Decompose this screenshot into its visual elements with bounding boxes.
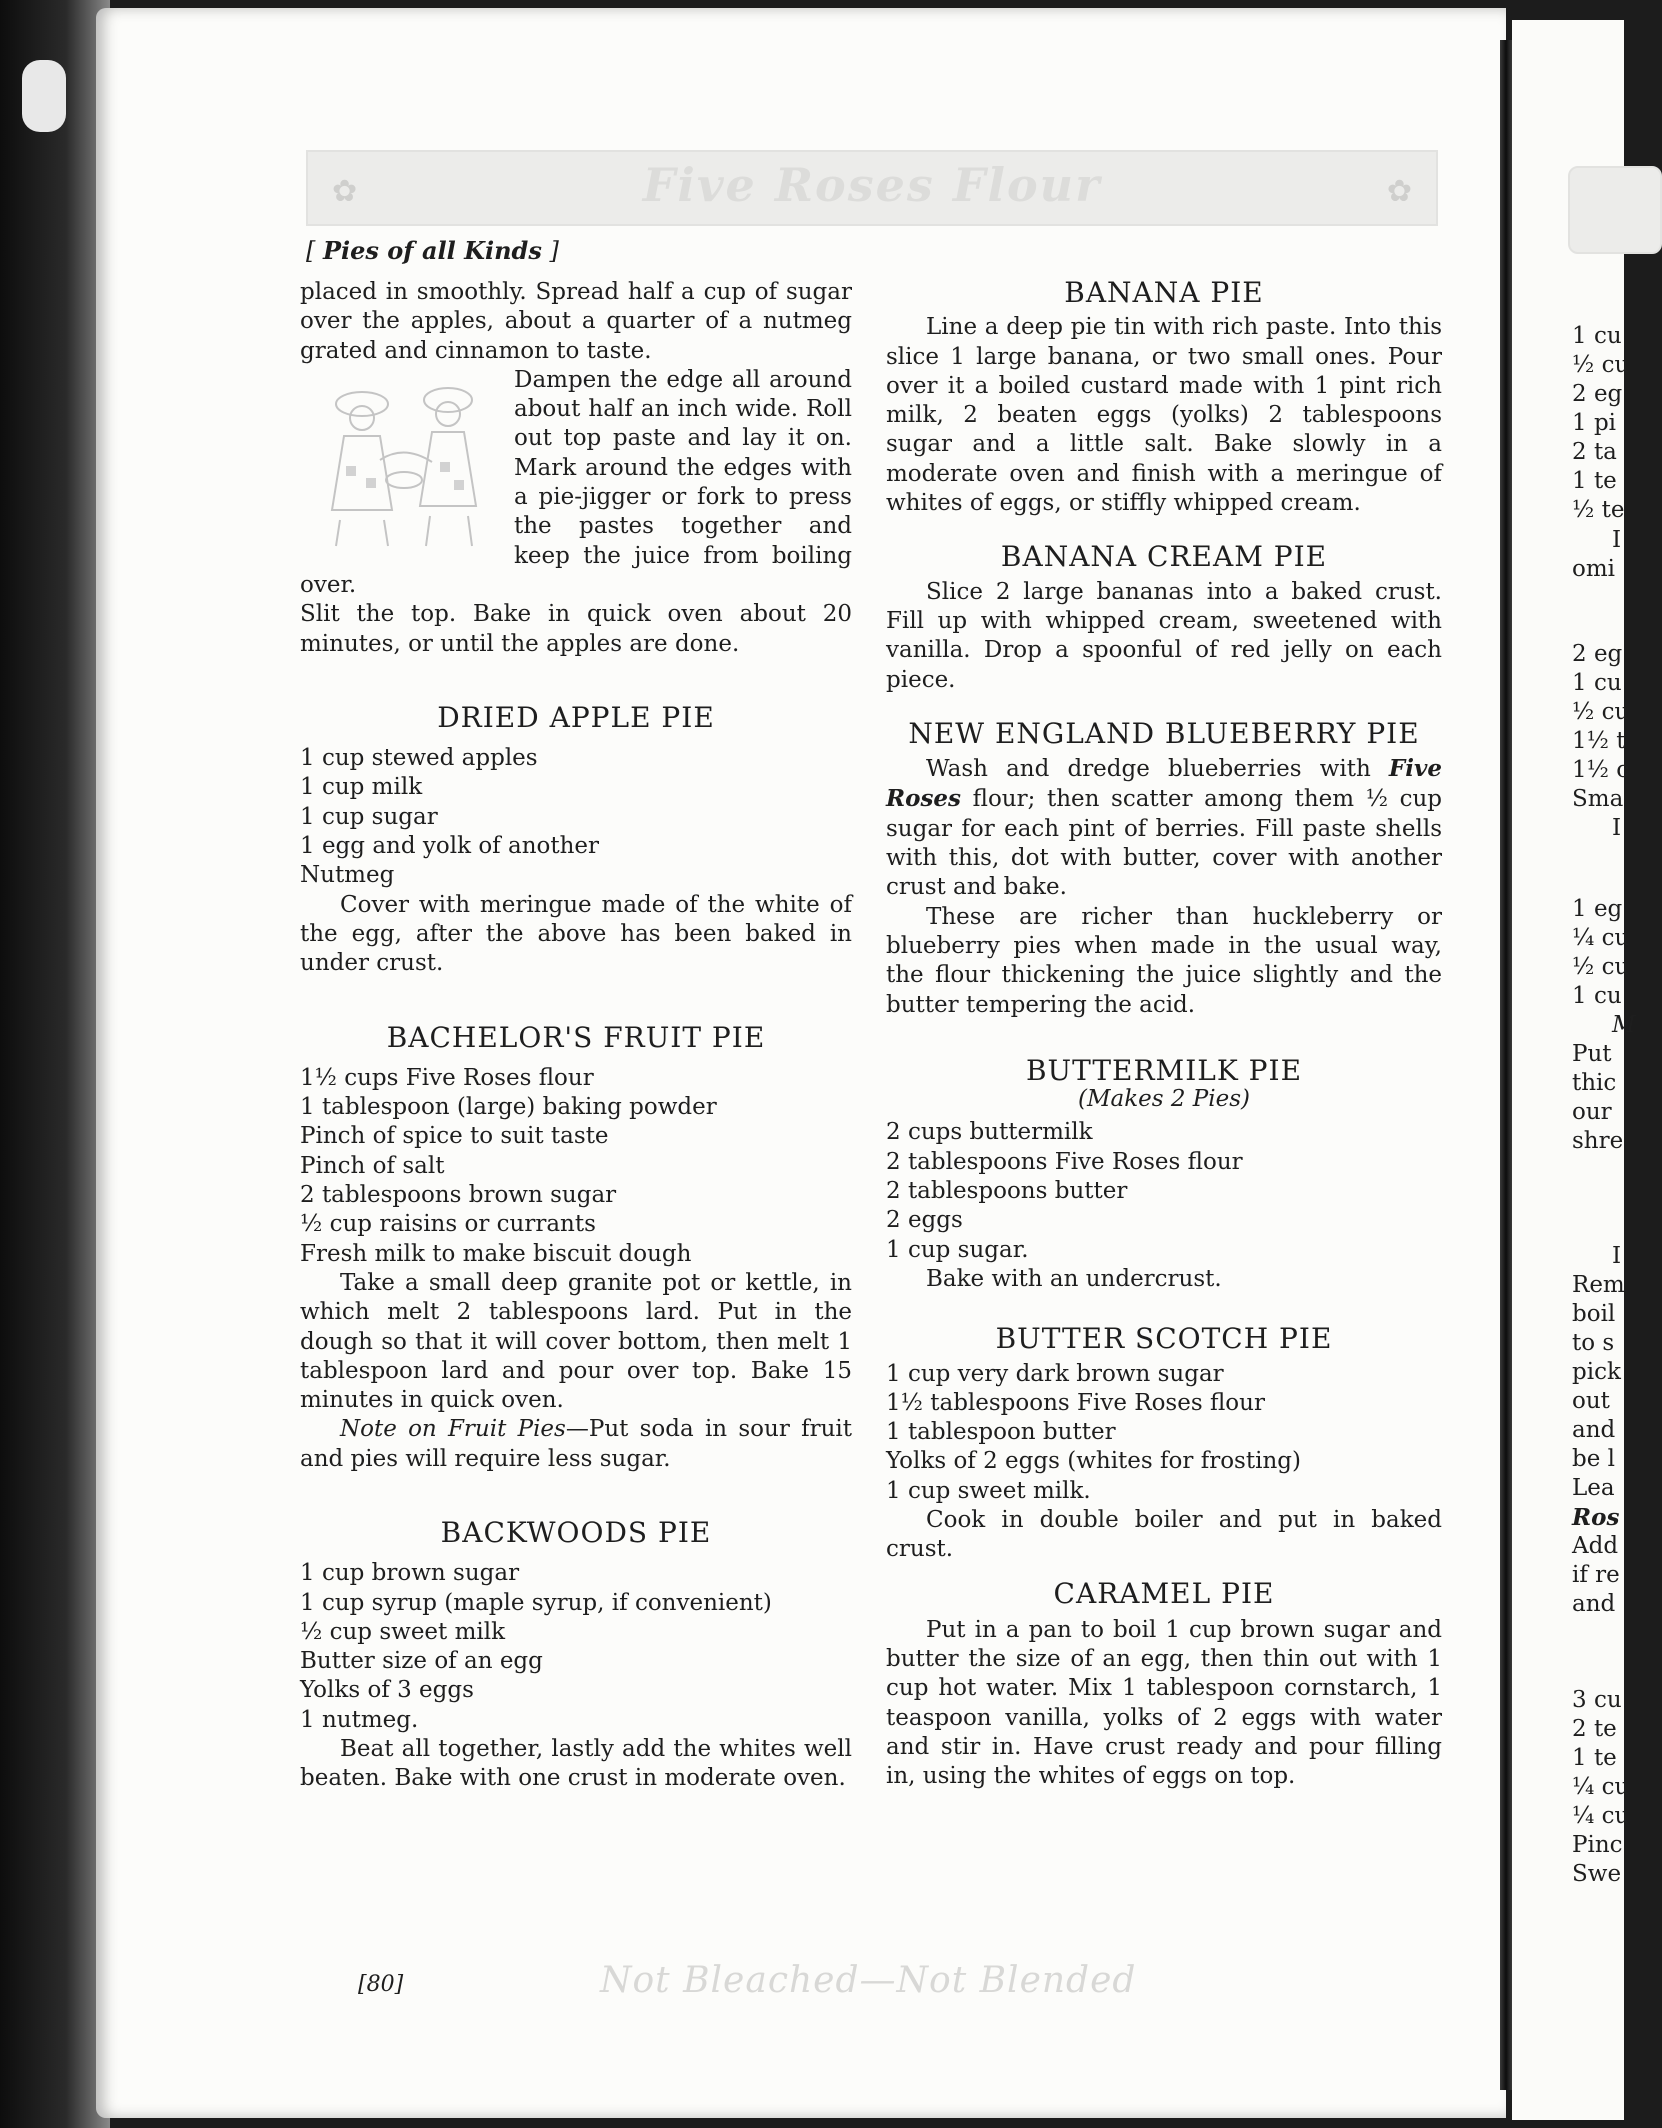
ingredient: 1 tablespoon butter bbox=[886, 1419, 1116, 1446]
fragment: 3 cu bbox=[1572, 1687, 1622, 1713]
ingredient: 1½ tablespoons Five Roses flour bbox=[886, 1389, 1265, 1416]
fragment: I bbox=[1612, 815, 1622, 841]
fragment: Put bbox=[1572, 1041, 1612, 1067]
book-gutter bbox=[1500, 40, 1512, 2090]
fragment: 1 cu bbox=[1572, 670, 1622, 696]
ingredient: Fresh milk to make biscuit dough bbox=[300, 1240, 692, 1267]
fragment: pick bbox=[1572, 1359, 1621, 1385]
blueberry-method: Wash and dredge blueberries with Five Roses flour; then scatter among them ½ cup sugar for each pint of berries. Fill paste shells with this, dot with butter, cover with another crust and bake. bbox=[886, 755, 1443, 901]
dried-apple-method: Cover with meringue made of the white of the egg, after the above has been baked in under crust. bbox=[300, 891, 852, 977]
ingredient: 1 nutmeg. bbox=[300, 1706, 419, 1733]
note-text: —Put soda in sour fruit and pies will require less sugar. bbox=[300, 1416, 852, 1472]
ingredient: 1½ cups Five Roses flour bbox=[300, 1064, 594, 1091]
dried-apple-ingredients bbox=[300, 744, 852, 890]
fragment: ¼ cu bbox=[1572, 1803, 1630, 1829]
ingredient: 1 cup sweet milk. bbox=[886, 1477, 1091, 1504]
page-tab bbox=[22, 60, 66, 132]
ingredient: 1 cup milk bbox=[300, 774, 423, 801]
bachelors-ingredients bbox=[300, 1064, 852, 1269]
fruit-pie-note bbox=[300, 1415, 852, 1474]
fragment: ½ cu bbox=[1572, 352, 1630, 378]
fragment: 1½ c bbox=[1572, 757, 1630, 783]
ingredient: Nutmeg bbox=[300, 862, 395, 889]
fragment: Rem bbox=[1572, 1272, 1625, 1298]
fragment: and bbox=[1572, 1417, 1616, 1443]
banana-cream-method: Slice 2 large bananas into a baked crust. Fill up with whipped cream, sweetened with vanilla. Drop a spoonful of red jelly on each piece. bbox=[886, 578, 1442, 693]
banana-title: BANANA PIE bbox=[1064, 276, 1264, 309]
blueberry-title: NEW ENGLAND BLUEBERRY PIE bbox=[908, 716, 1420, 750]
fragment: thic bbox=[1572, 1070, 1617, 1096]
ingredient: 2 eggs bbox=[886, 1207, 963, 1234]
ingredient: 1 tablespoon (large) baking powder bbox=[300, 1094, 717, 1121]
fragment: Add bbox=[1572, 1533, 1619, 1559]
children-illustration bbox=[300, 370, 506, 556]
fragment: be l bbox=[1572, 1446, 1616, 1472]
ingredient: Yolks of 2 eggs (whites for frosting) bbox=[886, 1448, 1301, 1475]
fragment: ¼ cu bbox=[1572, 1774, 1630, 1800]
ingredient: ½ cup raisins or currants bbox=[300, 1211, 596, 1238]
caramel-title: CARAMEL PIE bbox=[1053, 1576, 1275, 1610]
left-column bbox=[300, 278, 852, 1794]
ingredient: 2 cups buttermilk bbox=[886, 1119, 1093, 1146]
fragment: ½ cu bbox=[1572, 954, 1630, 980]
ingredient: Yolks of 3 eggs bbox=[300, 1677, 474, 1704]
bachelors-title: BACHELOR'S FRUIT PIE bbox=[386, 1020, 766, 1054]
fragment: 1 te bbox=[1572, 1745, 1617, 1771]
intro-wrap-text: Dampen the edge all around about half an inch wide. Roll out top paste and lay it on. Mark around the edges with a pie-jigger or fork to press the pastes together and keep the juice from boiling over. bbox=[300, 366, 852, 598]
flower-ornament-icon: ✿ bbox=[1386, 174, 1412, 209]
butterscotch-method: Cook in double boiler and put in baked crust. bbox=[886, 1506, 1442, 1563]
fragment: 1 te bbox=[1572, 468, 1617, 494]
ingredient: Butter size of an egg bbox=[300, 1648, 543, 1675]
flower-ornament-icon: ✿ bbox=[332, 174, 358, 209]
buttermilk-ingredients bbox=[886, 1118, 1442, 1264]
fragment: M bbox=[1612, 1012, 1636, 1038]
children-illustration-icon bbox=[300, 370, 506, 556]
ingredient: Pinch of salt bbox=[300, 1152, 445, 1179]
fragment: 1 pi bbox=[1572, 410, 1617, 436]
ingredient: 1 cup brown sugar bbox=[300, 1560, 520, 1587]
fragment: to s bbox=[1572, 1330, 1615, 1356]
buttermilk-subtitle: (Makes 2 Pies) bbox=[1077, 1086, 1251, 1113]
brand-name: Five Roses bbox=[886, 755, 1442, 813]
fragment: 1½ t bbox=[1572, 728, 1626, 754]
fragment: Pinc bbox=[1572, 1832, 1623, 1858]
backwoods-title: BACKWOODS PIE bbox=[440, 1515, 712, 1549]
blueberry-note: These are richer than huckleberry or blueberry pies when made in the usual way, the flour thickening the juice slightly and the butter tempering the acid. bbox=[886, 903, 1442, 1018]
butterscotch-ingredients bbox=[886, 1360, 1442, 1506]
right-column bbox=[886, 278, 1442, 1792]
book-spine-edge bbox=[0, 0, 110, 2128]
fragment: our bbox=[1572, 1099, 1612, 1125]
fragment: shre bbox=[1572, 1128, 1624, 1154]
backwoods-method: Beat all together, lastly add the whites well beaten. Bake with one crust in moderate oven. bbox=[300, 1736, 852, 1792]
buttermilk-title: BUTTERMILK PIE bbox=[1025, 1053, 1303, 1087]
ingredient: 1 cup very dark brown sugar bbox=[886, 1360, 1224, 1387]
intro-text: placed in smoothly. Spread half a cup of sugar over the apples, about a quarter of a nutmeg grated and cinnamon to taste. bbox=[300, 279, 852, 364]
ingredient: ½ cup sweet milk bbox=[300, 1618, 506, 1645]
buttermilk-method: Bake with an undercrust. bbox=[926, 1265, 1222, 1292]
fragment: ¼ cu bbox=[1572, 925, 1630, 951]
banana-cream-title: BANANA CREAM PIE bbox=[1000, 540, 1328, 574]
ingredient: 2 tablespoons Five Roses flour bbox=[886, 1148, 1243, 1175]
ingredient: 1 egg and yolk of another bbox=[300, 833, 600, 860]
dried-apple-title: DRIED APPLE PIE bbox=[437, 700, 715, 734]
fragment: ½ cu bbox=[1572, 699, 1630, 725]
fragment: Swe bbox=[1572, 1861, 1622, 1887]
intro-end-text: Slit the top. Bake in quick oven about 20 minutes, or until the apples are done. bbox=[300, 601, 852, 657]
section-label: [ Pies of all Kinds ] bbox=[306, 236, 559, 265]
fragment: 2 ta bbox=[1572, 439, 1617, 465]
fragment: out bbox=[1572, 1388, 1610, 1414]
ingredient: 2 tablespoons butter bbox=[886, 1178, 1128, 1205]
fragment: Lea bbox=[1572, 1475, 1615, 1501]
fragment: omi bbox=[1572, 556, 1616, 582]
ingredient: 2 tablespoons brown sugar bbox=[300, 1182, 617, 1209]
fragment: 1 cu bbox=[1572, 983, 1622, 1009]
butterscotch-title: BUTTER SCOTCH PIE bbox=[995, 1322, 1333, 1356]
fragment: I bbox=[1612, 527, 1622, 553]
banner-title: Five Roses Flour bbox=[642, 158, 1102, 212]
backwoods-ingredients bbox=[300, 1559, 852, 1735]
footer-slogan: Not Bleached—Not Blended bbox=[600, 1960, 1137, 2001]
caramel-method: Put in a pan to boil 1 cup brown sugar and butter the size of an egg, then thin out with 1 cup hot water. Mix 1 tablespoon cornstarch, 1 teaspoon vanilla, yolks of 2 eggs with water and stir in. Have crust ready and pour filling in, using the whites of eggs on top. bbox=[886, 1616, 1442, 1790]
page-number: [80] bbox=[358, 1972, 404, 1997]
fragment: Ros bbox=[1572, 1504, 1620, 1531]
ingredient: 1 cup sugar. bbox=[886, 1236, 1029, 1263]
fragment: I bbox=[1612, 1243, 1622, 1269]
bachelors-method: Take a small deep granite pot or kettle, in which melt 2 tablespoons lard. Put in the dough so that it will cover bottom, then melt 1 tablespoon lard and pour over top. Bake 15 minutes in quick oven. bbox=[300, 1269, 852, 1414]
fragment: boil bbox=[1572, 1301, 1616, 1327]
fragment: 2 eg bbox=[1572, 641, 1623, 667]
fragment: 1 cu bbox=[1572, 323, 1622, 349]
fragment: 2 te bbox=[1572, 1716, 1617, 1742]
ingredient: 1 cup stewed apples bbox=[300, 745, 538, 772]
ingredient: Pinch of spice to suit taste bbox=[300, 1123, 609, 1150]
fragment: 2 eg bbox=[1572, 381, 1623, 407]
fragment: Sma bbox=[1572, 786, 1624, 812]
next-page-banner bbox=[1568, 166, 1662, 254]
fragment: ½ te bbox=[1572, 497, 1625, 523]
fragment: and bbox=[1572, 1591, 1616, 1617]
note-label: Note on Fruit Pies bbox=[340, 1416, 566, 1443]
page-banner bbox=[306, 150, 1438, 226]
banana-method: Line a deep pie tin with rich paste. Into this slice 1 large banana, or two small ones. Pour over it a boiled custard made with 1 pint rich milk, 2 beaten eggs (yolks) 2 tablespoons sugar and a little salt. Bake slowly in a moderate oven and finish with a meringue of whites of eggs, or stiffly whipped cream. bbox=[886, 314, 1442, 517]
ingredient: 1 cup sugar bbox=[300, 803, 438, 830]
fragment: if re bbox=[1572, 1562, 1620, 1588]
ingredient: 1 cup syrup (maple syrup, if convenient) bbox=[300, 1589, 772, 1616]
fragment: 1 eg bbox=[1572, 896, 1623, 922]
